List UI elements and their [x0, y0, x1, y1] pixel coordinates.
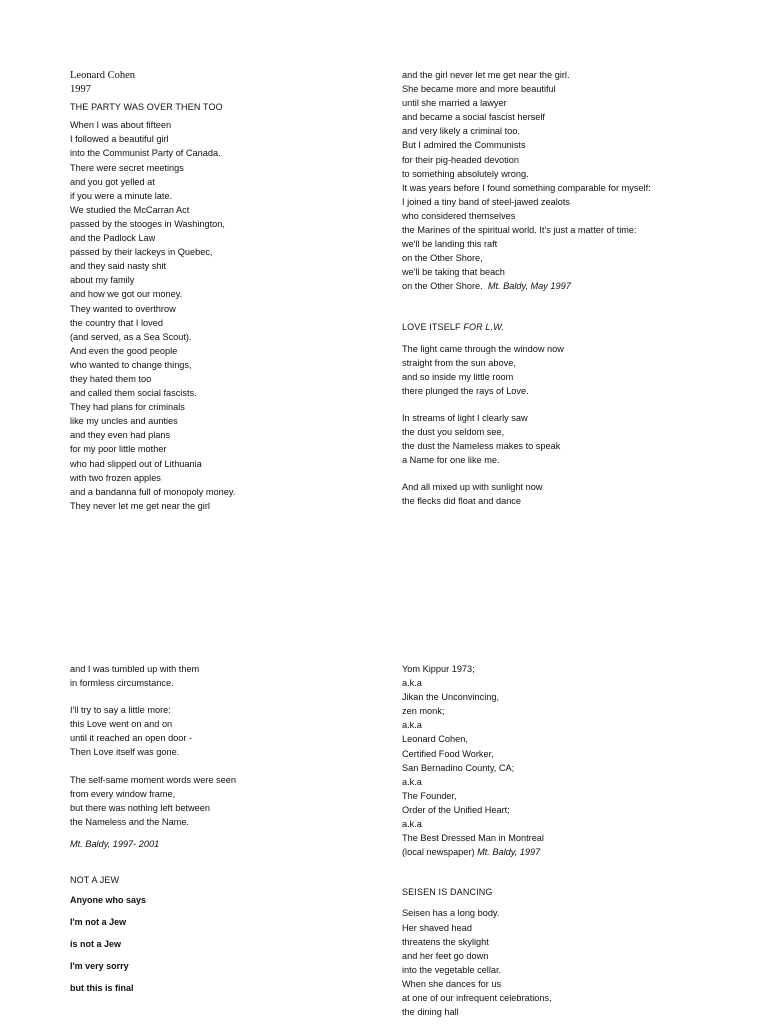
poem-line: In streams of light I clearly saw: [402, 412, 528, 423]
poem-line: and a bandanna full of monopoly money.: [70, 486, 236, 497]
poem-line: who considered themselves: [402, 210, 516, 221]
poem-line: I'll try to say a little more:: [70, 705, 171, 716]
poem-line: to something absolutely wrong.: [402, 168, 529, 179]
poem-line: into the Communist Party of Canada.: [70, 148, 221, 159]
poem-line-last: [402, 279, 702, 293]
poem-line: Then Love itself was gone.: [70, 747, 180, 758]
love-itself-stanza-5: [70, 703, 390, 759]
poem-line: the country that I loved: [70, 317, 163, 328]
poem-line: And even the good people: [70, 345, 178, 356]
page1-right-column: [402, 68, 702, 509]
poem-line: with two frozen apples: [70, 472, 161, 483]
poem-line: But I admired the Communists: [402, 140, 526, 151]
poem-line: I followed a beautiful girl: [70, 134, 169, 145]
poem-line: They never let me get near the girl: [70, 500, 210, 511]
poem-line: about my family: [70, 275, 135, 286]
poem-line: passed by their lackeys in Quebec,: [70, 247, 213, 258]
poem-line: if you were a minute late.: [70, 190, 173, 201]
poem-line-last: [402, 845, 702, 859]
poem-line: Her shaved head: [402, 922, 472, 933]
poem-line: Jikan the Unconvincing,: [402, 692, 500, 703]
poem-line: like my uncles and aunties: [70, 416, 178, 427]
poem-line: at one of our infrequent celebrations,: [402, 992, 552, 1003]
poem-line: She became more and more beautiful: [402, 84, 556, 95]
poem-line: Certified Food Worker,: [402, 748, 494, 759]
poem-line: the Marines of the spiritual world. It's just a matter of time:: [402, 225, 637, 236]
poem-line: The Founder,: [402, 790, 457, 801]
poem-line: and how we got our money.: [70, 289, 183, 300]
poem-line: and you got yelled at: [70, 176, 155, 187]
poem-line: There were secret meetings: [70, 162, 184, 173]
poem-title-seisen: SEISEN IS DANCING: [402, 887, 493, 898]
poem-line: We studied the McCarran Act: [70, 204, 190, 215]
poem-line: from every window frame,: [70, 788, 176, 799]
poem-line: And all mixed up with sunlight now: [402, 482, 543, 493]
poem-line: and I was tumbled up with them: [70, 664, 200, 674]
poem-line: a.k.a: [402, 819, 422, 830]
poem-line: who wanted to change things,: [70, 359, 192, 370]
page2-left-column: [70, 662, 390, 1003]
poem-line: Order of the Unified Heart;: [402, 804, 510, 815]
page2-right-column: [402, 662, 702, 1019]
love-itself-stanza-4: [70, 662, 390, 690]
poem-line: and became a social fascist herself: [402, 112, 545, 123]
poem-line: we'll be landing this raft: [402, 239, 498, 250]
poem-line: for my poor little mother: [70, 444, 167, 455]
poem-line: the dining hall: [402, 1007, 459, 1018]
poem-date-note: Mt. Baldy, May 1997: [487, 281, 571, 292]
poem-title-love-itself: [402, 320, 702, 334]
poem-line: Yom Kippur 1973;: [402, 664, 475, 674]
seisen-body: [402, 906, 702, 1019]
poem-line: the dust the Nameless makes to speak: [402, 441, 561, 452]
aka-list: [402, 662, 702, 859]
poem-line: passed by the stooges in Washington,: [70, 218, 225, 229]
poem-line: I'm not a Jew: [70, 917, 127, 928]
poem-line: zen monk;: [402, 706, 445, 717]
poem-party-continued: [402, 68, 702, 294]
poem-line: straight from the sun above,: [402, 357, 516, 368]
poem-line: but there was nothing left between: [70, 802, 210, 813]
poem-line: and very likely a criminal too.: [402, 126, 520, 137]
poem-line: and so inside my little room: [402, 371, 514, 382]
poem-line: and called them social fascists.: [70, 388, 197, 399]
poem-title-party: THE PARTY WAS OVER THEN TOO: [70, 102, 223, 113]
love-itself-stanza-3: [402, 480, 702, 508]
poem-line: and the girl never let me get near the girl.: [402, 70, 570, 80]
love-itself-stanza-6: [70, 773, 390, 829]
poem-line: and her feet go down: [402, 950, 489, 961]
poem-line: the dust you seldom see,: [402, 427, 505, 438]
poem-line: Seisen has a long body.: [402, 908, 500, 919]
poem-line: When she dances for us: [402, 978, 502, 989]
poem-line: The light came through the window now: [402, 343, 564, 354]
poem-line: and they said nasty shit: [70, 261, 167, 272]
poem-line: It was years before I found something comparable for myself:: [402, 182, 651, 193]
not-a-jew-body: [70, 893, 390, 1003]
page1-left-column: [70, 69, 390, 513]
poem-line: They wanted to overthrow: [70, 303, 176, 314]
poem-dedication: FOR L.W.: [463, 321, 505, 332]
poem-line: San Bernadino County, CA;: [402, 762, 515, 773]
poem-line: Anyone who says: [70, 895, 147, 906]
poem-line: Leonard Cohen,: [402, 734, 468, 745]
poem-line: The self-same moment words were seen: [70, 774, 236, 785]
poem-line: on the Other Shore,: [402, 253, 483, 264]
poem-line-text: (local newspaper): [402, 847, 475, 858]
poem-line: a.k.a: [402, 720, 422, 731]
poem-party-body: [70, 118, 390, 513]
poem-line: is not a Jew: [70, 939, 122, 950]
poem-line: a.k.a: [402, 776, 422, 787]
poem-line: I joined a tiny band of steel-jawed zealots: [402, 196, 571, 207]
poem-line: the Nameless and the Name.: [70, 816, 189, 827]
poem-line: a.k.a: [402, 678, 422, 689]
poem-line: until it reached an open door -: [70, 733, 193, 744]
poem-line: (and served, as a Sea Scout).: [70, 331, 192, 342]
poem-line: I'm very sorry: [70, 961, 129, 972]
love-itself-stanza-1: [402, 342, 702, 398]
poem-line: we'll be taking that beach: [402, 267, 505, 278]
poem-date-note: Mt. Baldy, 1997- 2001: [70, 838, 160, 849]
poem-line: The Best Dressed Man in Montreal: [402, 833, 544, 844]
poem-line-text: on the Other Shore.: [402, 281, 483, 292]
poem-line: They had plans for criminals: [70, 402, 185, 413]
poem-line: there plunged the rays of Love.: [402, 385, 529, 396]
poem-line: this Love went on and on: [70, 719, 173, 730]
poem-line: but this is final: [70, 983, 134, 994]
poem-line: until she married a lawyer: [402, 98, 507, 109]
poem-line: in formless circumstance.: [70, 678, 174, 689]
poem-line: the flecks did float and dance: [402, 496, 522, 507]
poem-date-note: Mt. Baldy, 1997: [477, 847, 541, 858]
poem-title-not-a-jew: NOT A JEW: [70, 875, 120, 886]
love-itself-stanza-2: [402, 411, 702, 467]
poem-year: 1997: [70, 84, 91, 96]
poem-line: threatens the skylight: [402, 936, 489, 947]
poem-line: they hated them too: [70, 373, 152, 384]
poem-line: a Name for one like me.: [402, 455, 500, 466]
poem-line: into the vegetable cellar.: [402, 964, 502, 975]
poem-line: When I was about fifteen: [70, 120, 172, 131]
author-name: Leonard Cohen: [70, 70, 136, 81]
poem-title-text: LOVE ITSELF: [402, 321, 461, 332]
poem-line: and the Padlock Law: [70, 233, 156, 244]
poem-line: and they even had plans: [70, 430, 171, 441]
poem-line: who had slipped out of Lithuania: [70, 458, 202, 469]
poem-line: for their pig-headed devotion: [402, 154, 519, 165]
